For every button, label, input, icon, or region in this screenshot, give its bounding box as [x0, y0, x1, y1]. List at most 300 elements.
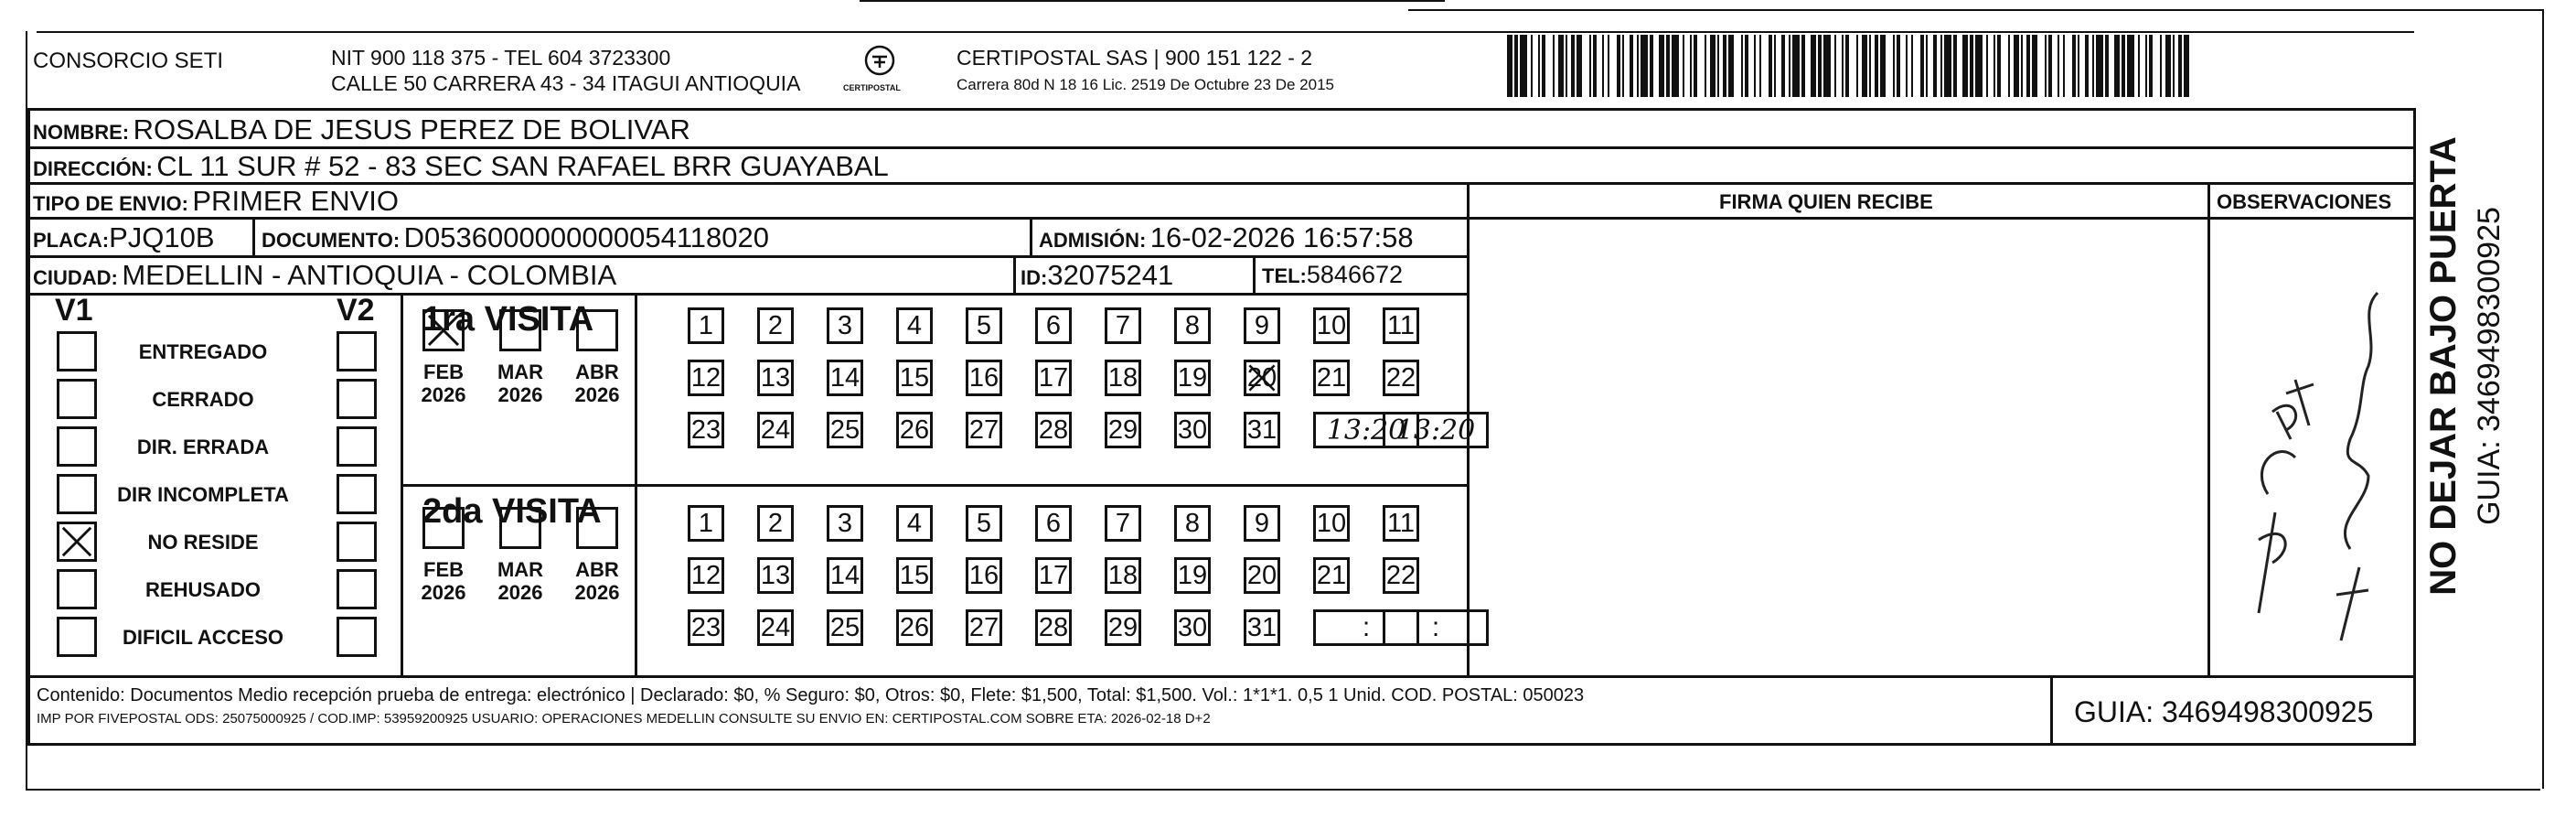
visit2-month-year: 2026 [497, 581, 543, 605]
nombre-value: ROSALBA DE JESUS PEREZ DE BOLIVAR [133, 113, 690, 145]
row-line [2207, 217, 2416, 220]
barcode-bar [1953, 35, 1957, 97]
barcode-bar [1769, 35, 1772, 97]
visit2-day-number: 9 [1254, 508, 1270, 538]
visit1-day-box[interactable] [896, 307, 933, 344]
barcode-bar [1710, 35, 1716, 97]
barcode-bar [1577, 35, 1582, 97]
footer-line [27, 675, 2416, 678]
barcode-bar [1911, 35, 1913, 97]
barcode-bar [1672, 35, 1679, 97]
barcode-bar [1531, 35, 1533, 97]
visit2-title: 2da VISITA [422, 492, 602, 531]
visit2-month-checkbox[interactable] [422, 507, 465, 549]
visit2-day-number: 4 [906, 508, 923, 538]
visit1-month-mark [425, 312, 462, 349]
barcode-bar [2045, 35, 2047, 97]
visit1-day-number: 2 [767, 310, 784, 340]
visit2-day-box[interactable] [1174, 505, 1211, 542]
visit1-day-box[interactable] [827, 307, 863, 344]
visit2-day-box[interactable] [1383, 557, 1419, 594]
visit1-day-number: 30 [1177, 414, 1208, 445]
visit2-day-box[interactable] [966, 609, 1002, 646]
visit2-day-box[interactable] [827, 557, 863, 594]
visit2-day-box[interactable] [688, 505, 724, 542]
barcode-bar [1792, 35, 1800, 97]
col-line [1030, 217, 1032, 255]
visit1-day-number: 19 [1177, 362, 1208, 393]
barcode-bar [1920, 35, 1924, 97]
barcode-bar [1897, 35, 1900, 97]
visit1-day-number: 23 [690, 414, 721, 445]
visit2-day-number: 3 [837, 508, 853, 538]
visit1-day-number: 26 [899, 414, 930, 445]
barcode-bar [2014, 35, 2019, 97]
visit2-month-label [488, 558, 552, 605]
tel-value: 5846672 [1306, 261, 1404, 288]
visit2-day-box[interactable] [1244, 609, 1280, 646]
visit1-day-box[interactable] [966, 412, 1002, 448]
visit2-day-number: 19 [1177, 560, 1208, 590]
visit1-day-box[interactable] [757, 412, 794, 448]
visit2-day-number: 8 [1184, 508, 1201, 538]
id-value: 32075241 [1047, 259, 1174, 291]
visit2-day-number: 27 [968, 612, 999, 642]
barcode-bar [1538, 35, 1540, 97]
visit1-time-box[interactable] [1383, 412, 1489, 448]
visit2-day-number: 21 [1316, 560, 1347, 590]
nit-line: NIT 900 118 375 - TEL 604 3723300 [331, 46, 671, 70]
visit1-day-box[interactable] [1174, 307, 1211, 344]
status-label: NO RESIDE [147, 531, 259, 554]
visit1-day-box[interactable] [896, 360, 933, 396]
barcode-bar [2173, 35, 2175, 97]
v2-checkbox[interactable] [337, 426, 377, 467]
visit2-day-box[interactable] [1035, 557, 1072, 594]
barcode-bar [1818, 35, 1822, 97]
barcode-bar [1593, 35, 1597, 97]
barcode-bar [1811, 35, 1816, 97]
visit2-day-box[interactable] [1244, 557, 1280, 594]
visit1-day-number: 22 [1385, 362, 1416, 393]
barcode-bar [1962, 35, 1968, 97]
barcode-bar [1856, 35, 1858, 97]
barcode-bar [1774, 35, 1776, 97]
visit1-day-number: 27 [968, 414, 999, 445]
visit2-month-name: MAR [497, 558, 544, 581]
visit1-day-number: 15 [899, 362, 930, 393]
barcode-bar [2008, 35, 2010, 97]
visit1-day-box[interactable] [896, 412, 933, 448]
barcode-bar [2114, 35, 2120, 97]
visit2-day-box[interactable] [1035, 505, 1072, 542]
barcode-bar [1880, 35, 1886, 97]
visit1-time-value: 13:20 [1395, 414, 1476, 447]
barcode-bar [1875, 35, 1878, 97]
direccion-row [33, 152, 889, 180]
id-label: ID: [1021, 266, 1048, 289]
visit2-day-box[interactable] [757, 505, 794, 542]
barcode-bar [2063, 35, 2065, 97]
visit2-day-number: 16 [968, 560, 999, 590]
v2-checkbox[interactable] [337, 569, 377, 609]
visit1-month-label [488, 361, 552, 407]
barcode-bar [1745, 35, 1748, 97]
outer-right-rule [2542, 9, 2544, 789]
footer-guia: GUIA: 3469498300925 [2074, 695, 2374, 728]
visit2-month-year: 2026 [421, 581, 466, 605]
top-rule [860, 0, 1445, 2]
visit2-day-number: 15 [899, 560, 930, 590]
visit2-day-box[interactable] [1174, 557, 1211, 594]
visit1-day-number: 16 [968, 362, 999, 393]
barcode-bar [1694, 35, 1697, 97]
barcode-bar [2096, 35, 2103, 97]
visit2-day-number: 26 [899, 612, 930, 642]
status-label: DIR INCOMPLETA [117, 483, 289, 506]
barcode-bar [1975, 35, 1983, 97]
col-line [2050, 675, 2053, 746]
barcode-bar [1823, 35, 1831, 97]
barcode-bar [2105, 35, 2109, 97]
visit1-day-number: 3 [837, 310, 853, 340]
side-no-dejar: NO DEJAR BAJO PUERTA [2423, 136, 2464, 596]
barcode-bar [1869, 35, 1871, 97]
visit2-day-box[interactable] [1313, 557, 1350, 594]
barcode-bar [2092, 35, 2094, 97]
visit2-day-box[interactable] [1313, 505, 1350, 542]
barcode-bar [2085, 35, 2089, 97]
v2-checkbox[interactable] [337, 474, 377, 514]
tel-label: TEL: [1262, 264, 1307, 287]
visit2-day-number: 17 [1038, 560, 1069, 590]
visit1-day-box[interactable] [966, 360, 1002, 396]
visit1-day-box[interactable] [688, 412, 724, 448]
barcode-bar [1690, 35, 1692, 97]
visit1-day-box[interactable] [1035, 360, 1072, 396]
visit1-day-box[interactable] [1035, 412, 1072, 448]
admision-value: 16-02-2026 16:57:58 [1149, 221, 1414, 253]
barcode-bar [1630, 35, 1633, 97]
visit1-month-checkbox[interactable] [422, 309, 465, 351]
visit1-month-checkbox[interactable] [576, 309, 618, 351]
visit2-day-box[interactable] [1105, 505, 1141, 542]
placa-label: PLACA: [33, 229, 110, 252]
visit2-day-number: 31 [1246, 612, 1277, 642]
status-label: ENTREGADO [138, 340, 268, 363]
tipo-label: TIPO DE ENVIO: [33, 192, 188, 215]
visit1-day-number: 4 [906, 310, 923, 340]
visit1-day-number: 31 [1246, 414, 1277, 445]
visit2-time-value: : [1431, 612, 1440, 642]
v2-checkbox[interactable] [337, 379, 377, 419]
barcode-bar [1862, 35, 1867, 97]
barcode-bar [2149, 35, 2153, 97]
barcode-bar [1781, 35, 1785, 97]
barcode-bar [1514, 35, 1518, 97]
bottom-rule [26, 789, 2540, 791]
visit1-month-year: 2026 [421, 383, 466, 407]
certipostal-line: CERTIPOSTAL SAS | 900 151 122 - 2 [957, 46, 1313, 70]
observaciones-handwriting [2222, 274, 2405, 659]
visit1-day-number: 13 [760, 362, 791, 393]
address-line: CALLE 50 CARRERA 43 - 34 ITAGUI ANTIOQUIA [331, 71, 801, 95]
admision-row [1039, 223, 1414, 252]
logo-text: CERTIPOSTAL [843, 83, 901, 92]
barcode-bar [1842, 35, 1844, 97]
documento-label: DOCUMENTO: [262, 229, 401, 252]
visit1-day-box[interactable] [1174, 412, 1211, 448]
visit2-day-box[interactable] [1244, 505, 1280, 542]
visit1-day-box[interactable] [827, 360, 863, 396]
side-guia: GUIA: 3469498300925 [2472, 207, 2507, 525]
col-line [1013, 255, 1016, 293]
barcode-bar [1801, 35, 1805, 97]
barcode-bar [1728, 35, 1734, 97]
visit1-day-box[interactable] [1105, 412, 1141, 448]
visit2-day-box[interactable] [896, 505, 933, 542]
ciudad-row [33, 261, 616, 289]
visit1-day-number: 24 [760, 414, 791, 445]
barcode-bar [1717, 35, 1719, 97]
barcode-bar [1893, 35, 1895, 97]
visit1-day-number: 1 [698, 310, 714, 340]
barcode-bar [1659, 35, 1664, 97]
barcode-bar [1845, 35, 1849, 97]
visit1-month-name: ABR [575, 361, 619, 383]
visit2-month-checkbox[interactable] [576, 507, 618, 549]
visit2-day-box[interactable] [1383, 505, 1419, 542]
visit1-title: 1ra VISITA [422, 300, 594, 339]
v2-label: V2 [337, 293, 375, 328]
nombre-row [33, 115, 690, 144]
visit1-month-label [565, 361, 629, 407]
visit2-day-box[interactable] [827, 505, 863, 542]
visit2-day-box[interactable] [1105, 557, 1141, 594]
v2-checkbox[interactable] [337, 331, 377, 371]
visit2-month-label [565, 558, 629, 605]
placa-row [33, 223, 215, 252]
visit2-day-number: 5 [976, 508, 992, 538]
visit2-day-number: 29 [1107, 612, 1138, 642]
barcode-bar [1558, 35, 1564, 97]
visit1-day-box[interactable] [1174, 360, 1211, 396]
visit1-day-box[interactable] [1383, 307, 1419, 344]
visit1-day-box[interactable] [1313, 360, 1350, 396]
barcode-bar [1507, 35, 1512, 97]
visit1-day-box[interactable] [688, 307, 724, 344]
visit1-month-checkbox[interactable] [499, 309, 541, 351]
tipo-row [33, 187, 399, 215]
visit2-time-box[interactable] [1383, 609, 1489, 646]
visit2-day-box[interactable] [1174, 609, 1211, 646]
documento-row [262, 223, 769, 252]
barcode-bar [1906, 35, 1908, 97]
visit1-day-number: 29 [1107, 414, 1138, 445]
barcode-bar [1834, 35, 1836, 97]
visit2-day-box[interactable] [757, 557, 794, 594]
barcode-bar [1683, 35, 1684, 97]
visit1-day-box[interactable] [1244, 360, 1280, 396]
barcode-bar [1571, 35, 1575, 97]
visit2-day-number: 20 [1246, 560, 1277, 590]
barcode-bar [1723, 35, 1726, 97]
barcode-bar [1622, 35, 1624, 97]
col-line [2207, 182, 2210, 675]
barcode-bar [1986, 35, 1988, 97]
visit1-day-box[interactable] [1244, 412, 1280, 448]
barcode-bar [1993, 35, 1995, 97]
visit1-day-box[interactable] [1105, 307, 1141, 344]
row-line [27, 255, 1467, 258]
visit1-month-year: 2026 [574, 383, 620, 407]
visit2-day-box[interactable] [688, 609, 724, 646]
col-line [252, 217, 255, 255]
barcode-bar [1602, 35, 1604, 97]
visit1-day-number: 12 [690, 362, 721, 393]
ciudad-value: MEDELLIN - ANTIOQUIA - COLOMBIA [122, 259, 617, 291]
status-label: DIR. ERRADA [136, 436, 270, 458]
row-line [27, 217, 2416, 220]
barcode-bar [2160, 35, 2162, 97]
visit2-day-number: 10 [1316, 508, 1347, 538]
visit1-day-box[interactable] [1383, 360, 1419, 396]
visit2-month-year: 2026 [574, 581, 620, 605]
visit1-day-box[interactable] [827, 412, 863, 448]
barcode-bar [2058, 35, 2059, 97]
barcode-bar [1637, 35, 1639, 97]
visit2-day-box[interactable] [896, 609, 933, 646]
footer-imp: IMP POR FIVEPOSTAL ODS: 25075000925 / COD.IMP: 53959200925 USUARIO: OPERACIONES MEDELLIN CONSULTE SU ENVIO EN: CERTIPOSTAL.COM SOBRE ETA: 2026-02-18 D+2 [37, 711, 1211, 727]
v2-checkbox[interactable] [337, 617, 377, 657]
barcode-bar [1944, 35, 1951, 97]
visit2-month-name: FEB [423, 558, 464, 581]
visit2-day-number: 1 [698, 508, 714, 538]
visit1-day-number: 17 [1038, 362, 1069, 393]
status-label: CERRADO [152, 388, 254, 411]
barcode-bar [1970, 35, 1973, 97]
barcode-bar [1741, 35, 1743, 97]
visit1-day-box[interactable] [1244, 307, 1280, 344]
top-rule-right [1408, 9, 2542, 11]
v1-label: V1 [55, 293, 93, 328]
visit1-day-number: 11 [1386, 310, 1416, 340]
visit1-day-box[interactable] [1313, 307, 1350, 344]
id-row [1021, 261, 1173, 289]
barcode-bar [2165, 35, 2171, 97]
barcode-bar [1650, 35, 1653, 97]
barcode-bar [2048, 35, 2052, 97]
barcode-bar [1589, 35, 1591, 97]
barcode-bar [1933, 35, 1937, 97]
visit2-time-value: : [1362, 612, 1371, 642]
visit2-day-box[interactable] [966, 557, 1002, 594]
row-line [27, 293, 1467, 296]
barcode-bar [2078, 35, 2079, 97]
footer-contenido: Contenido: Documentos Medio recepción prueba de entrega: electrónico | Declarado: $0, % Seguro: $0, Otros: $0, Flete: $1,500, Total: $1,500. Vol.: 1*1*1. 0,5 1 Unid. COD. POSTAL: 050023 [37, 685, 1585, 705]
company-name: CONSORCIO SETI [33, 48, 224, 73]
visit2-day-box[interactable] [1105, 609, 1141, 646]
visit1-month-name: MAR [497, 361, 544, 383]
barcode-bar [2072, 35, 2076, 97]
visit2-day-number: 28 [1038, 612, 1069, 642]
visit1-day-number: 28 [1038, 414, 1069, 445]
firma-label: FIRMA QUIEN RECIBE [1719, 190, 1933, 213]
visit2-day-number: 18 [1107, 560, 1138, 590]
visit1-day-number: 10 [1316, 310, 1347, 340]
visit-divider [401, 484, 1467, 487]
col-line [1253, 255, 1256, 293]
ciudad-label: CIUDAD: [33, 266, 118, 289]
visit1-day-box[interactable] [966, 307, 1002, 344]
visit2-day-box[interactable] [1035, 609, 1072, 646]
observaciones-label: OBSERVACIONES [2217, 190, 2392, 213]
visit2-day-number: 14 [829, 560, 860, 590]
visit2-month-name: ABR [575, 558, 619, 581]
barcode-bar [1926, 35, 1928, 97]
visit2-month-checkbox[interactable] [499, 507, 541, 549]
row-line [27, 146, 2416, 149]
barcode-bar [1553, 35, 1555, 97]
barcode-bar [2021, 35, 2023, 97]
visit2-day-number: 6 [1045, 508, 1062, 538]
visit2-month-label [412, 558, 476, 605]
visit1-day-box[interactable] [688, 360, 724, 396]
visit1-day-box[interactable] [757, 307, 794, 344]
visit2-day-box[interactable] [757, 609, 794, 646]
visit2-day-box[interactable] [896, 557, 933, 594]
visit2-day-number: 2 [767, 508, 784, 538]
barcode-bar [1754, 35, 1756, 97]
barcode-bar [2127, 35, 2134, 97]
admision-label: ADMISIÓN: [1039, 229, 1147, 252]
visit1-day-number: 5 [976, 310, 992, 340]
v2-checkbox[interactable] [337, 522, 377, 562]
direccion-label: DIRECCIÓN: [33, 157, 153, 180]
visit1-day-box[interactable] [1105, 360, 1141, 396]
visit1-day-box[interactable] [757, 360, 794, 396]
visit1-month-year: 2026 [497, 383, 543, 407]
tel-row [1262, 263, 1403, 287]
header-rule [37, 31, 2414, 33]
placa-value: PJQ10B [109, 221, 215, 253]
visit1-day-number: 25 [829, 414, 860, 445]
tipo-value: PRIMER ENVIO [192, 185, 400, 217]
barcode-bar [2122, 35, 2125, 97]
visit1-day-box[interactable] [1035, 307, 1072, 344]
barcode-bar [2145, 35, 2147, 97]
barcode-bar [2184, 35, 2189, 97]
visit1-day-number: 6 [1045, 310, 1062, 340]
status-label: REHUSADO [145, 578, 261, 601]
visit1-day-number: 21 [1316, 362, 1347, 393]
barcode-bar [1997, 35, 2001, 97]
barcode-bar [1759, 35, 1761, 97]
visit2-day-box[interactable] [688, 557, 724, 594]
visit1-day-number: 18 [1107, 362, 1138, 393]
barcode-bar [1940, 35, 1942, 97]
visit2-day-number: 24 [760, 612, 791, 642]
status-label: DIFICIL ACCESO [122, 626, 283, 649]
visit2-day-box[interactable] [827, 609, 863, 646]
barcode-bar [1789, 35, 1790, 97]
visit2-day-box[interactable] [966, 505, 1002, 542]
nombre-label: NOMBRE: [33, 121, 130, 144]
visit1-day-number: 20 [1246, 362, 1277, 393]
visit1-day-number: 7 [1115, 310, 1131, 340]
visit1-month-label [412, 361, 476, 407]
barcode-bar [2026, 35, 2030, 97]
